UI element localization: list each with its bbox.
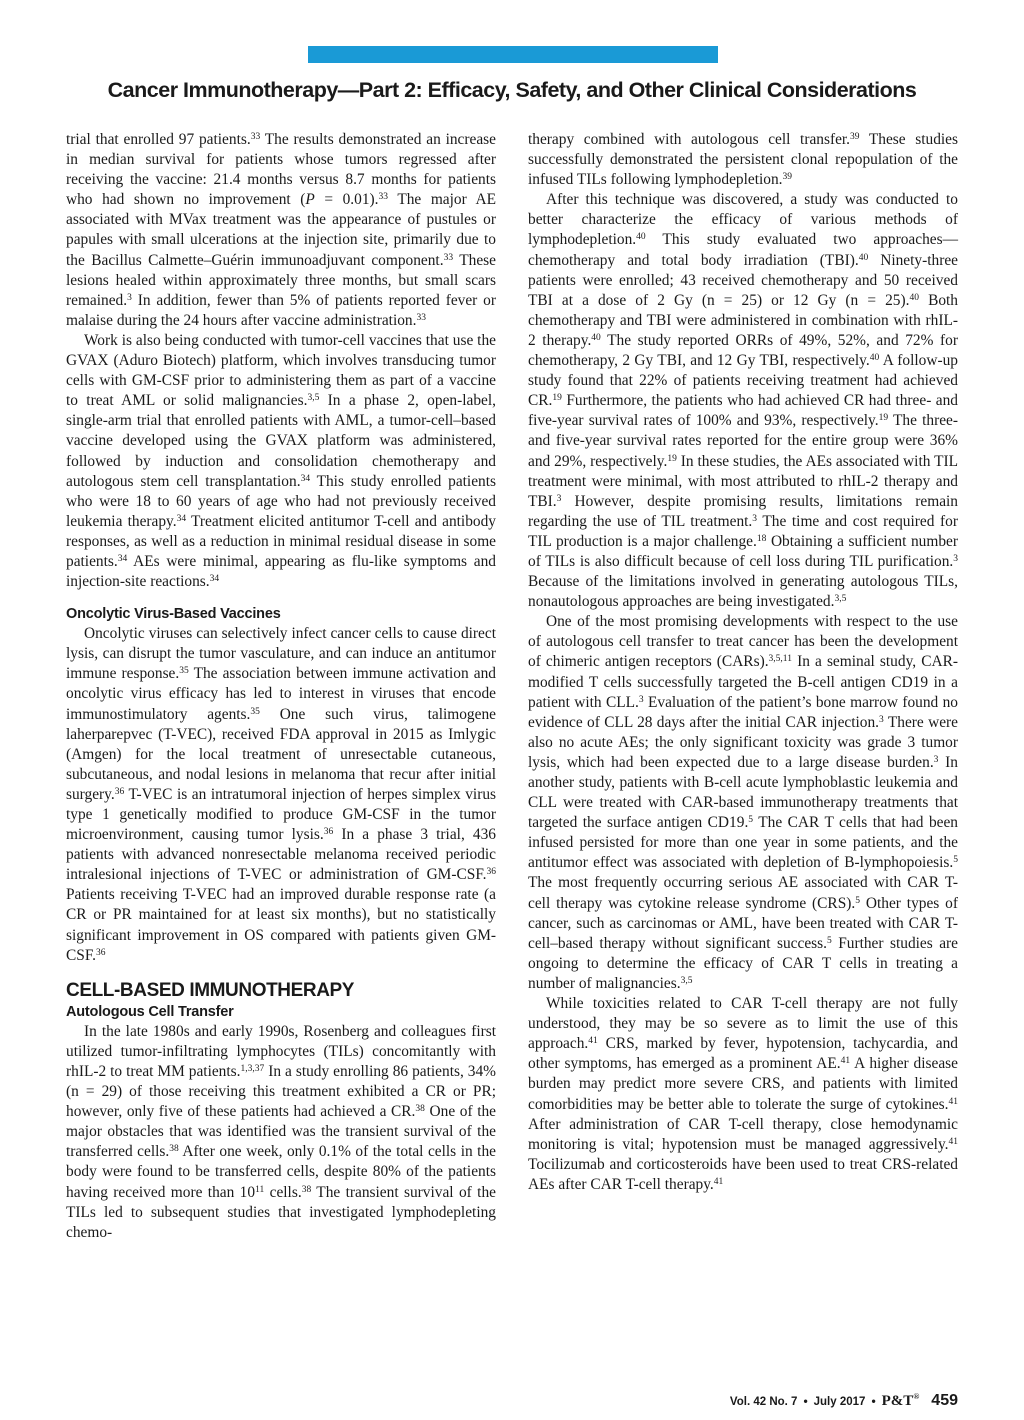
footer-date: July 2017 (813, 1396, 866, 1408)
body-paragraph: One of the most promising developments with respect to the use of autologous cell transfer to treat cancer has been the development of chimeric antigen receptors (CARs).$^{3,5,11}$ In a seminal study, CAR-modified T cells successfully targeted the B-cell antigen CD19 in a patient with CLL.$^3$ Evaluation of the patient’s bone marrow found no evidence of CLL 28 days after the initial CAR injection.$^3$ There were also no acute AEs; the only significant toxicity was grade 3 tumor lysis, which had been expected due to a large disease burden.$^3$ In another study, patients with B-cell acute lymphoblastic leukemia and CLL were treated with CAR-based immunotherapy treatments that targeted the surface antigen CD19.$^5$ The CAR T cells that had been infused persisted for more than one year in some patients, and the antitumor effect was associated with depletion of B-lymphopoiesis.$^5$ The most frequently occurring serious AE associated with CAR T-cell therapy was cytokine release syndrome (CRS).$^5$ Other types of cancer, such as carcinomas or AML, have been treated with CAR T-cell–based therapy without significant success.$^5$ Further studies are ongoing to determine the efficacy of CAR T cells in treating a number of malignancies.$^{3,5}$ (528, 613, 959, 992)
subsection-heading: Autologous Cell Transfer (66, 1003, 234, 1020)
page-number: 459 (931, 1392, 958, 1409)
body-paragraph: After this technique was discovered, a study was conducted to better characterize the efficacy of various methods of lymphodepletion.$^{40}$ This study evaluated two approaches—chemotherapy and total body irradiation (TBI).$^{40}$ Ninety-three patients were enrolled; 43 received chemotherapy and 50 received TBI at a dose of 2 Gy (n = 25) or 12 Gy (n = 25).$^{40}$ Both chemotherapy and TBI were administered in combination with rhIL-2 therapy.$^{40}$ The study reported ORRs of 49%, 52%, and 72% for chemotherapy, 2 Gy TBI, and 12 Gy TBI, respectively.$^{40}$ A follow-up study found that 22% of patients receiving treatment had achieved CR.$^{19}$ Furthermore, the patients who had achieved CR had three- and five-year survival rates of 100% and 93%, respectively.$^{19}$ The three- and five-year survival rates reported for the entire group were 36% and 29%, respectively.$^{19}$ In these studies, the AEs associated with TIL treatment were minimal, with most attributed to rhIL-2 therapy and TBI.$^3$ However, despite promising results, limitations remain regarding the use of TIL treatment.$^3$ The time and cost required for TIL production is a major challenge.$^{18}$ Obtaining a sufficient number of TILs is also difficult because of cell loss during TIL purification.$^3$ Because of the limitations involved in generating autologous TILs, nonautologous approaches are being investigated.$^{3,5}$ (528, 191, 959, 611)
body-paragraph: trial that enrolled 97 patients.$^{33}$ The results demonstrated an increase in median survival for patients whose tumors regressed after receiving the vaccine: 21.4 months versus 8.7 months for patients who had shown no improvement (P = 0.01).$^{33}$ The major AE associated with MVax treatment was the appearance of pustules or papules with small ulcerations at the injection site, primarily due to the Bacillus Calmette–Guérin immunoadjuvant component.$^{33}$ These lesions healed within approximately three months, but small scars remained.$^3$ In addition, fewer than 5% of patients reported fever or malaise during the 24 hours after vaccine administration.$^{33}$ (66, 131, 497, 329)
left-column (66, 130, 496, 1243)
footer-bullet: • (803, 1394, 808, 1408)
body-paragraph: In the late 1980s and early 1990s, Rosenberg and colleagues first utilized tumor-infiltrating lymphocytes (TILs) concomitantly with rhIL-2 to treat MM patients.$^{1,3,37}$ In a study enrolling 86 patients, 34% (n = 29) of those receiving this treatment exhibited a CR or PR; however, only five of these patients had achieved a CR.$^{38}$ One of the major obstacles that was identified was the transient survival of the transferred cells.$^{38}$ After one week, only 0.1% of the total cells in the body were found to be transferred cells, despite 80% of the patients having received more than $10^{11}$ cells.$^{38}$ The transient survival of the TILs led to subsequent studies that investigated lymphodepleting chemo- (66, 1022, 496, 1241)
header-accent-bar (308, 46, 718, 63)
body-paragraph: Oncolytic viruses can selectively infect cancer cells to cause direct lysis, can disrupt the tumor vasculature, and can induce an antitumor immune response.$^{35}$ The association between immune activation and oncolytic virus efficacy has led to interest in viruses that encode immunostimulatory agents.$^{35}$ One such virus, talimogene laherparepvec (T-VEC), received FDA approval in 2015 as Imlygic (Amgen) for the local treatment of unresectable cutaneous, subcutaneous, and nodal lesions in melanoma that recur after initial surgery.$^{36}$ T-VEC is an intratumoral injection of herpes simplex virus type 1 genetically modified to produce GM-CSF in the tumor microenvironment, causing tumor lysis.$^{36}$ In a phase 3 trial, 436 patients with advanced nonresectable melanoma received periodic intralesional injections of T-VEC or administration of GM-CSF.$^{36}$ Patients receiving T-VEC had an improved durable response rate (a CR or PR maintained for at least six months), but no statistically significant improvement in OS compared with patients given GM-CSF.$^{36}$ (66, 625, 496, 964)
body-paragraph: While toxicities related to CAR T-cell therapy are not fully understood, they may be so severe as to limit the use of this approach.$^{41}$ CRS, marked by fever, hypotension, tachycardia, and other symptoms, has emerged as a prominent AE.$^{41}$ A higher disease burden may predict more severe CRS, and patients with limited comorbidities may be better able to tolerate the surge of cytokines.$^{41}$ After administration of CAR T-cell therapy, close hemodynamic monitoring is vital; hypotension must be managed aggressively.$^{41}$ Tocilizumab and corticosteroids have been used to treat CRS-related AEs after CAR T-cell therapy.$^{41}$ (528, 995, 958, 1193)
body-paragraph: Work is also being conducted with tumor-cell vaccines that use the GVAX (Aduro Biotech) platform, which involves transducing tumor cells with GM-CSF prior to administering them as part of a vaccine to treat AML or solid malignancies.$^{3,5}$ In a phase 2, open-label, single-arm trial that enrolled patients with AML, a tumor-cell–based vaccine developed using the GVAX platform was administered, followed by induction and consolidation chemotherapy and autologous stem cell transplantation.$^{34}$ This study enrolled patients who were 18 to 60 years of age who had not previously received leukemia therapy.$^{34}$ Treatment elicited antitumor T-cell and antibody responses, as well as a reduction in minimal residual disease in some patients.$^{34}$ AEs were minimal, appearing as flu-like symptoms and injection-site reactions.$^{34}$ (66, 331, 497, 591)
page-footer (730, 1392, 958, 1410)
right-column (528, 130, 958, 1195)
running-head: Cancer Immunotherapy—Part 2: Efficacy, Safety, and Other Clinical Considerations (107, 78, 917, 102)
body-paragraph: therapy combined with autologous cell transfer.$^{39}$ These studies successfully demonstrated the persistent clonal repopulation of the infused TILs following lymphodepletion.$^{39}$ (528, 131, 959, 189)
subsection-heading: Oncolytic Virus-Based Vaccines (66, 606, 281, 623)
footer-bullet: • (871, 1394, 876, 1408)
footer-volume: Vol. 42 No. 7 (729, 1396, 798, 1408)
journal-name: P&T® (881, 1392, 920, 1409)
section-heading: CELL-BASED IMMUNOTHERAPY (66, 979, 355, 1001)
